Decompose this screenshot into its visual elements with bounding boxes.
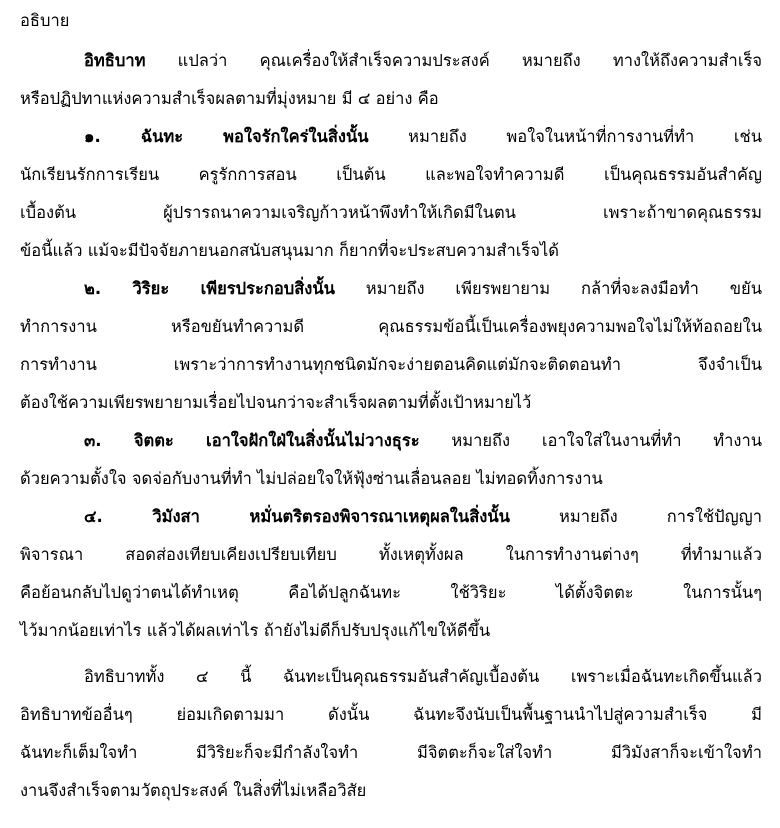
item-1-line-1 xyxy=(84,122,762,152)
intro-line-1-text: แปลว่า คุณเครื่องให้สำเร็จความประสงค์ หมายถึง ทางให้ถึงความสำเร็จ xyxy=(145,51,762,70)
item-3-line-1 xyxy=(84,426,762,456)
item-2-line-3: การทำงาน เพราะว่าการทำงานทุกชนิดมักจะง่ายตอนคิดแต่มักจะติดตอนทำ จึงจำเป็น xyxy=(20,355,762,374)
intro-line-2: หรือปฏิปทาแห่งความสำเร็จผลตามที่มุ่งหมาย มี ๔ อย่าง คือ xyxy=(20,89,439,108)
item-1-line-2: นักเรียนรักการเรียน ครูรักการสอน เป็นต้น และพอใจทำความดี เป็นคุณธรรมอันสำคัญ xyxy=(20,165,762,184)
heading: อธิบาย xyxy=(20,11,70,30)
item-3-line-2: ด้วยความตั้งใจ จดจ่อกับงานที่ทำ ไม่ปล่อยใจให้ฟุ้งซ่านเลื่อนลอย ไม่ทอดทิ้งการงาน xyxy=(20,469,603,488)
item-3-line-1-text: หมายถึง เอาใจใส่ในงานที่ทำ ทำงาน xyxy=(419,431,762,450)
item-2-title: ๒. วิริยะ เพียรประกอบสิ่งนั้น xyxy=(84,279,335,298)
summary-line-2: อิทธิบาทข้ออื่นๆ ย่อมเกิดตามมา ดังนั้น ฉันทะจึงนับเป็นพื้นฐานนำไปสู่ความสำเร็จ มี xyxy=(20,705,762,724)
summary-line-3: ฉันทะก็เต็มใจทำ มีวิริยะก็จะมีกำลังใจทำ มีจิตตะก็จะใส่ใจทำ มีวิมังสาก็จะเข้าใจทำ xyxy=(20,743,762,762)
intro-term: อิทธิบาท xyxy=(84,51,146,70)
item-1-line-4: ข้อนี้แล้ว แม้จะมีปัจจัยภายนอกสนับสนุนมาก ก็ยากที่จะประสบความสำเร็จได้ xyxy=(20,241,559,260)
summary-line-4: งานจึงสำเร็จตามวัตถุประสงค์ ในสิ่งที่ไม่เหลือวิสัย xyxy=(20,781,367,800)
item-4-line-2: พิจารณา สอดส่องเทียบเคียงเปรียบเทียบ ทั้งเหตุทั้งผล ในการทำงานต่างๆ ที่ทำมาแล้ว xyxy=(20,545,762,564)
item-1-title: ๑. ฉันทะ พอใจรักใคร่ในสิ่งนั้น xyxy=(84,127,369,146)
item-4-line-1-text: หมายถึง การใช้ปัญญา xyxy=(509,507,762,526)
intro-line-1 xyxy=(84,46,762,76)
summary-line-1: อิทธิบาททั้ง ๔ นี้ ฉันทะเป็นคุณธรรมอันสำคัญเบื้องต้น เพราะเมื่อฉันทะเกิดขึ้นแล้ว xyxy=(84,667,762,686)
item-1-line-3: เบื้องต้น ผู้ปรารถนาความเจริญก้าวหน้าพึงทำให้เกิดมีในตน เพราะถ้าขาดคุณธรรม xyxy=(20,203,762,222)
item-3-title: ๓. จิตตะ เอาใจฝักใฝ่ในสิ่งนั้นไม่วางธุระ xyxy=(84,431,420,450)
item-4-title: ๔. วิมังสา หมั่นตริตรองพิจารณาเหตุผลในสิ่งนั้น xyxy=(84,507,510,526)
item-1-line-1-text: หมายถึง พอใจในหน้าที่การงานที่ทำ เช่น xyxy=(368,127,762,146)
item-2-line-1 xyxy=(84,274,762,304)
item-4-line-1 xyxy=(84,502,762,532)
item-4-line-3: คือย้อนกลับไปดูว่าตนได้ทำเหตุ คือได้ปลูกฉันทะ ใช้วิริยะ ได้ตั้งจิตตะ ในการนั้นๆ xyxy=(20,583,762,602)
item-4-line-4: ไว้มากน้อยเท่าไร แล้วได้ผลเท่าไร ถ้ายังไม่ดีก็ปรับปรุงแก้ไขให้ดีขึ้น xyxy=(20,621,491,640)
item-2-line-1-text: หมายถึง เพียรพยายาม กล้าที่จะลงมือทำ ขยัน xyxy=(334,279,762,298)
item-2-line-4: ต้องใช้ความเพียรพยายามเรื่อยไปจนกว่าจะสำเร็จผลตามที่ตั้งเป้าหมายไว้ xyxy=(20,393,532,412)
item-2-line-2: ทำการงาน หรือขยันทำความดี คุณธรรมข้อนี้เป็นเครื่องพยุงความพอใจไม่ให้ท้อถอยใน xyxy=(20,317,762,336)
